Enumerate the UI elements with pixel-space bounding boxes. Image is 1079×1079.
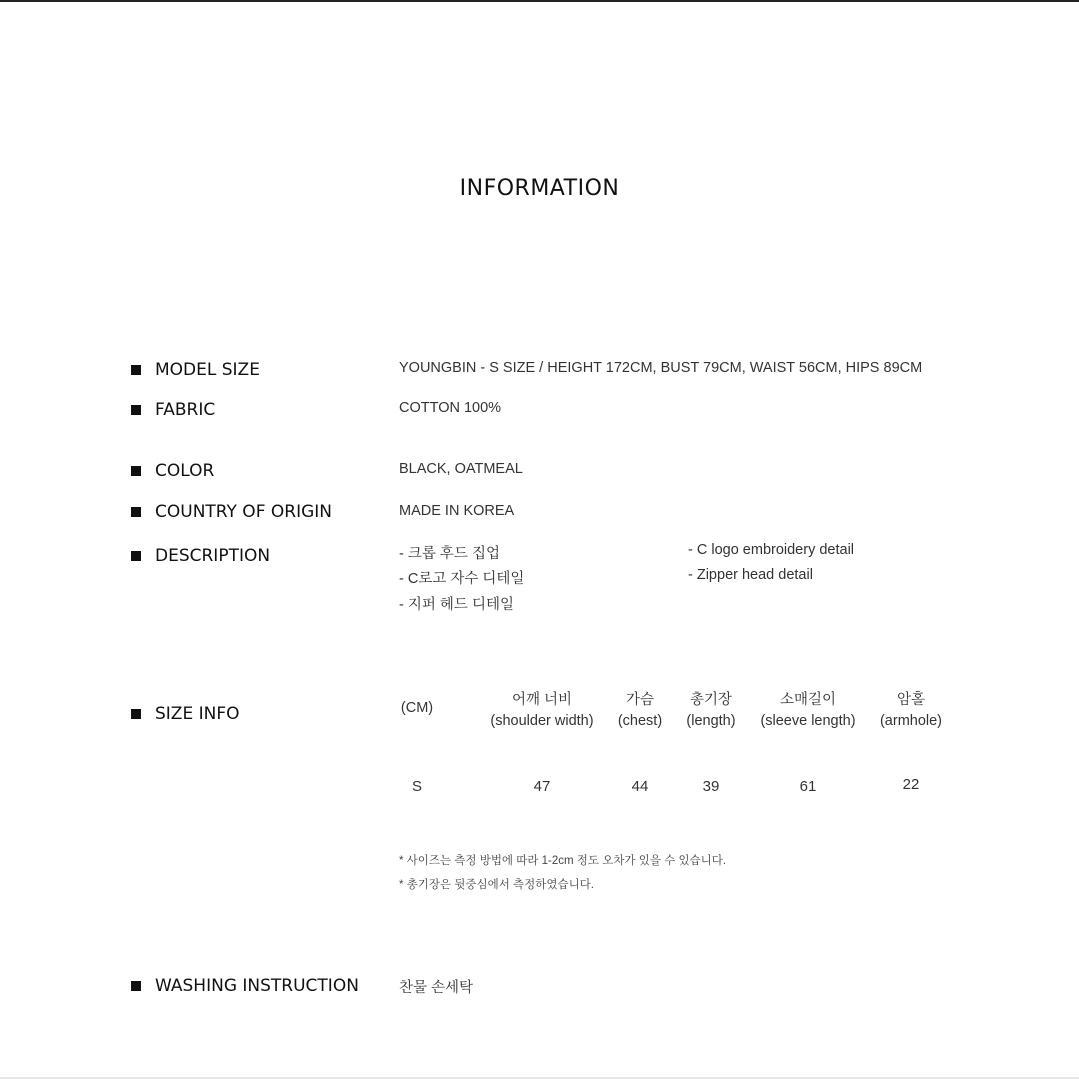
size-info-label-text: SIZE INFO <box>155 704 240 724</box>
washing-label-text: WASHING INSTRUCTION <box>155 976 359 996</box>
size-note: * 총기장은 뒷중심에서 측정하였습니다. <box>399 879 594 891</box>
square-bullet-icon <box>131 507 141 517</box>
color-value: BLACK, OATMEAL <box>399 461 523 477</box>
size-column-header-shoulder <box>470 690 614 732</box>
column-en: (chest) <box>617 713 663 729</box>
model-size-label-text: MODEL SIZE <box>155 360 260 380</box>
column-ko: 소매길이 <box>779 692 837 708</box>
description-ko-line: - 지퍼 헤드 디테일 <box>399 597 514 613</box>
column-en: (length) <box>686 713 736 729</box>
top-divider <box>0 0 1079 2</box>
size-row-label: S <box>411 778 422 795</box>
page-title: INFORMATION <box>459 176 620 201</box>
model-size-value: YOUNGBIN - S SIZE / HEIGHT 172CM, BUST 79CM, WAIST 56CM, HIPS 89CM <box>399 360 923 376</box>
size-info-label <box>131 703 240 725</box>
color-label <box>131 460 214 482</box>
description-en-line: - Zipper head detail <box>688 567 813 583</box>
washing-label <box>131 975 359 997</box>
column-en: (armhole) <box>879 713 943 729</box>
size-column-header-sleeve <box>748 690 868 732</box>
square-bullet-icon <box>131 981 141 991</box>
origin-value: MADE IN KOREA <box>399 503 515 519</box>
description-label <box>131 545 270 567</box>
size-cell-shoulder: 47 <box>533 778 551 795</box>
square-bullet-icon <box>131 709 141 719</box>
size-column-header-armhole <box>868 690 954 732</box>
size-note: * 사이즈는 측정 방법에 따라 1-2cm 정도 오차가 있을 수 있습니다. <box>399 855 727 867</box>
description-label-text: DESCRIPTION <box>155 546 271 566</box>
square-bullet-icon <box>131 365 141 375</box>
size-cell-length: 39 <box>702 778 720 795</box>
size-cell-chest: 44 <box>631 778 649 795</box>
model-size-label <box>131 359 260 381</box>
fabric-label-text: FABRIC <box>155 400 216 420</box>
square-bullet-icon <box>131 551 141 561</box>
fabric-label <box>131 399 215 421</box>
fabric-value: COTTON 100% <box>399 400 502 416</box>
column-en: (shoulder width) <box>490 713 594 729</box>
color-label-text: COLOR <box>155 461 215 481</box>
size-column-header-length <box>676 690 746 732</box>
size-unit-header: (CM) <box>400 700 434 716</box>
description-ko-line: - C로고 자수 디테일 <box>399 571 525 587</box>
washing-value: 찬물 손세탁 <box>399 980 474 996</box>
square-bullet-icon <box>131 466 141 476</box>
column-ko: 총기장 <box>689 692 733 708</box>
description-ko-line: - 크롭 후드 집업 <box>399 546 500 562</box>
square-bullet-icon <box>131 405 141 415</box>
column-ko: 암홀 <box>896 692 925 708</box>
origin-label-text: COUNTRY OF ORIGIN <box>155 502 332 522</box>
size-column-header-chest <box>606 690 674 732</box>
column-ko: 가슴 <box>625 692 654 708</box>
column-ko: 어깨 너비 <box>511 692 573 708</box>
column-en: (sleeve length) <box>760 713 856 729</box>
size-cell-armhole: 22 <box>902 776 920 793</box>
origin-label <box>131 501 332 523</box>
size-cell-sleeve: 61 <box>799 778 817 795</box>
description-en-line: - C logo embroidery detail <box>688 542 855 558</box>
